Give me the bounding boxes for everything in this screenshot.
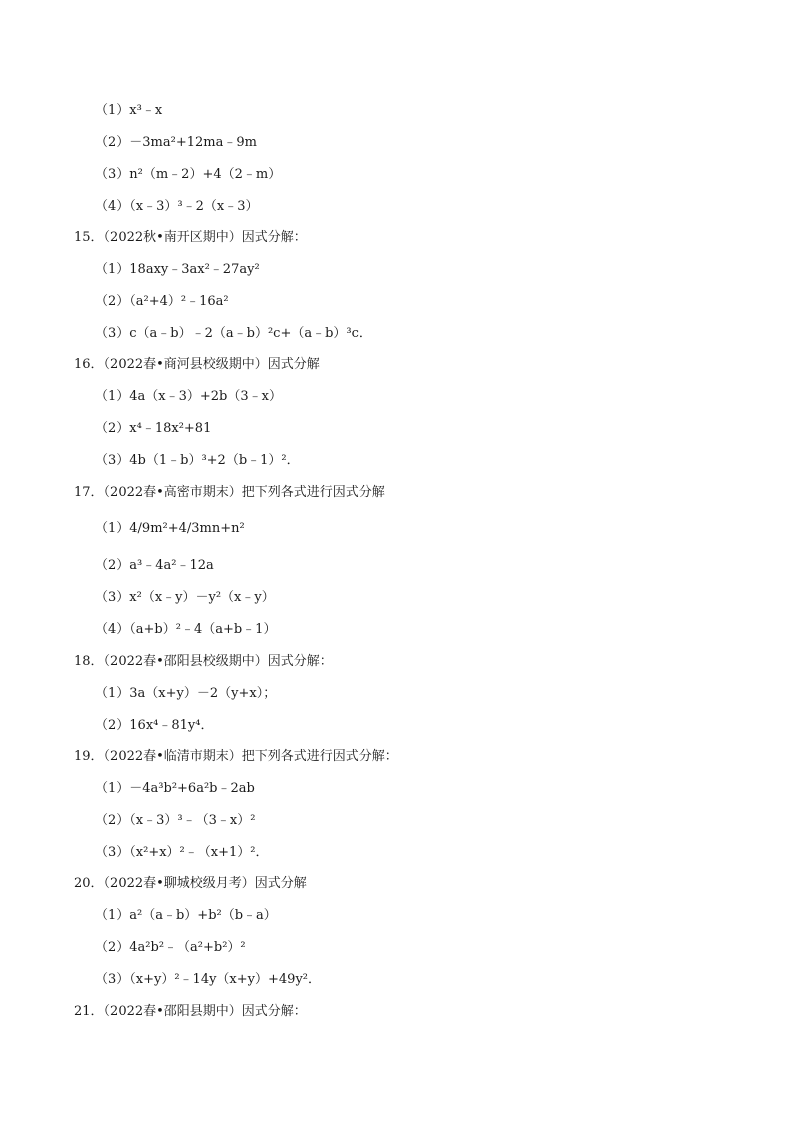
- subitem-18-2: （2）16x⁴﹣81y⁴．: [95, 718, 214, 733]
- question-21-heading: 21．（2022春•邵阳县期中）因式分解：: [74, 1004, 307, 1019]
- question-18-heading: 18．（2022春•邵阳县校级期中）因式分解：: [74, 654, 333, 669]
- subitem-17-2: （2）a³﹣4a²﹣12a: [95, 558, 214, 573]
- subitem-17-3: （3）x²（x﹣y）－y²（x﹣y）: [95, 590, 275, 605]
- subitem-15-3: （3）c（a﹣b）﹣2（a﹣b）²c+（a﹣b）³c．: [95, 326, 372, 341]
- subitem-16-1: （1）4a（x﹣3）+2b（3﹣x）: [95, 389, 282, 404]
- subitem-18-1: （1）3a（x+y）－2（y+x）；: [95, 686, 277, 701]
- subitem-16-3: （3）4b（1﹣b）³+2（b﹣1）²．: [95, 453, 300, 468]
- subitem-14-4: （4）（x﹣3）³﹣2（x﹣3）: [95, 199, 259, 214]
- subitem-20-1: （1）a²（a﹣b）+b²（b﹣a）: [95, 908, 277, 923]
- question-15-heading: 15．（2022秋•南开区期中）因式分解：: [74, 230, 307, 245]
- subitem-17-1: （1）4/9m²+4/3mn+n²: [95, 521, 245, 536]
- subitem-14-3: （3）n²（m﹣2）+4（2﹣m）: [95, 167, 282, 182]
- subitem-20-3: （3）（x+y）²﹣14y（x+y）+49y²．: [95, 972, 321, 987]
- subitem-16-2: （2）x⁴﹣18x²+81: [95, 421, 212, 436]
- subitem-14-2: （2）－3ma²+12ma﹣9m: [95, 135, 257, 150]
- subitem-19-2: （2）（x﹣3）³﹣（3﹣x）²: [95, 813, 256, 828]
- subitem-15-2: （2）（a²+4）²﹣16a²: [95, 294, 229, 309]
- subitem-19-1: （1）－4a³b²+6a²b﹣2ab: [95, 781, 255, 796]
- subitem-19-3: （3）（x²+x）²﹣（x+1）²．: [95, 845, 269, 860]
- subitem-15-1: （1）18axy﹣3ax²﹣27ay²: [95, 262, 260, 277]
- subitem-14-1: （1）x³﹣x: [95, 103, 163, 118]
- question-16-heading: 16．（2022春•商河县校级期中）因式分解: [74, 357, 320, 372]
- subitem-17-4: （4）（a+b）²﹣4（a+b﹣1）: [95, 622, 277, 637]
- question-17-heading: 17．（2022春•高密市期末）把下列各式进行因式分解: [74, 485, 385, 500]
- subitem-20-2: （2）4a²b²﹣（a²+b²）²: [95, 940, 246, 955]
- question-19-heading: 19．（2022春•临清市期末）把下列各式进行因式分解：: [74, 749, 398, 764]
- question-20-heading: 20．（2022春•聊城校级月考）因式分解: [74, 876, 307, 891]
